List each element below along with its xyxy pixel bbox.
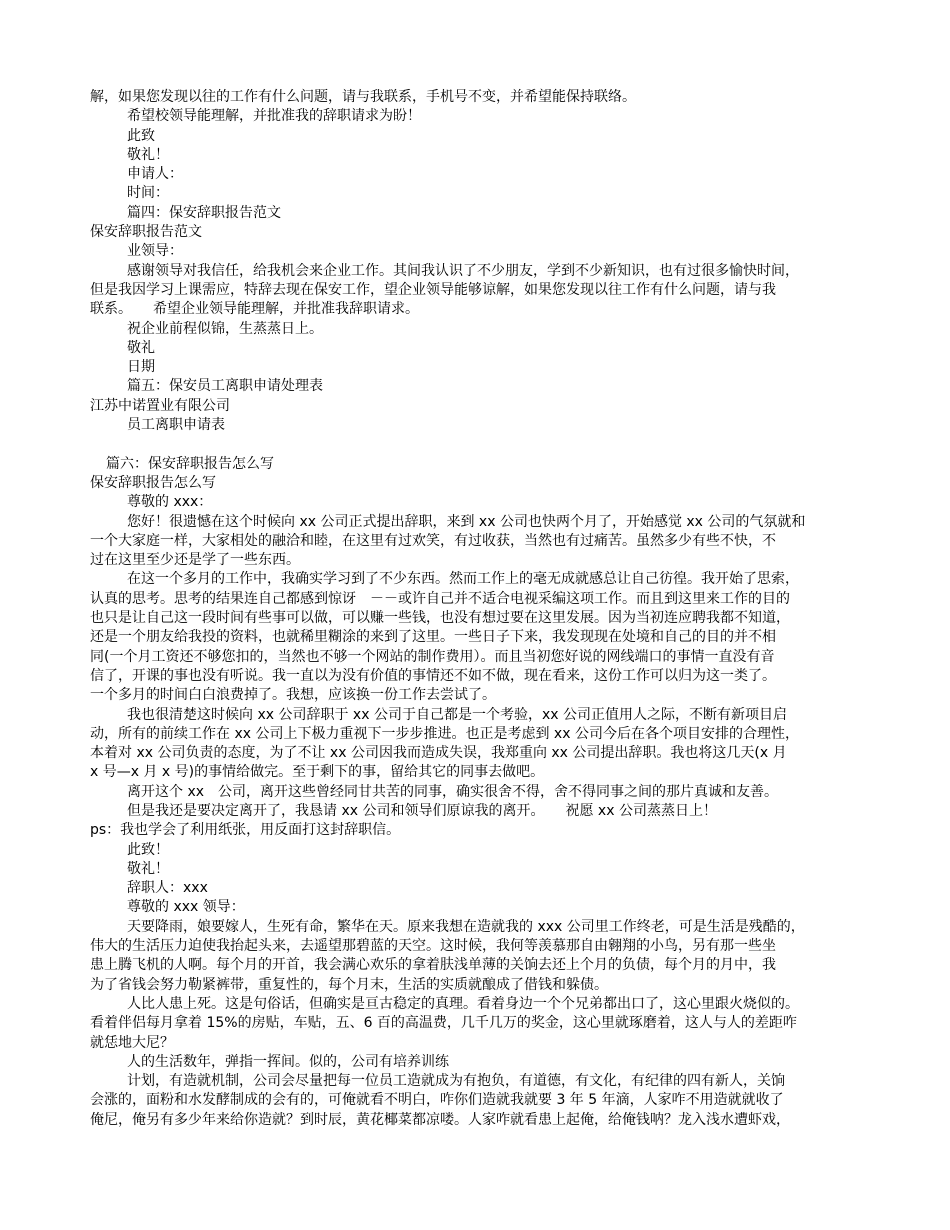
text-line: 希望校领导能理解，并批准我的辞职请求为盼！ — [127, 108, 421, 125]
text-line: 此致 — [127, 127, 155, 144]
text-line: 解，如果您发现以往的工作有什么问题，请与我联系，手机号不变，并希望能保持联络。 — [90, 89, 636, 105]
text-line: 感谢领导对我信任，给我机会来企业工作。其间我认识了不少朋友，学到不少新知识，也有过很多愉快时间， — [127, 262, 799, 279]
text-line: 人的生活数年，弹指一挥间。似的，公司有培养训练 — [127, 1053, 449, 1070]
text-line: 离开这个 xx 公司，离开这些曾经同甘共苦的同事，确实很舍不得，舍不得同事之间的那片真诚和友善。 — [127, 783, 779, 800]
text-line: 计划，有造就机制，公司会尽量把每一位员工造就成为有抱负，有道德，有文化，有纪律的四有新人，关饷 — [127, 1073, 785, 1090]
text-line: 我也很清楚这时候向 xx 公司辞职于 xx 公司于自己都是一个考验，xx 公司正值用人之际，不断有新项目启 — [127, 706, 787, 723]
text-line — [90, 435, 865, 454]
text-line: 俺尼，俺另有多少年来给你造就？到时辰，黄花椰菜都凉喽。人家咋就看患上起俺，给俺钱呐？龙入浅水遭虾戏， — [90, 1111, 790, 1128]
text-line: 会涨的，面粉和水发酵制成的会有的，可俺就看不明白，咋你们造就我就要 3 年 5 年滴，人家咋不用造就就收了 — [90, 1092, 784, 1109]
text-line: 在这一个多月的工作中，我确实学习到了不少东西。然而工作上的毫无成就感总让自己彷徨。我开始了思索， — [127, 571, 799, 588]
text-line: 此致！ — [127, 841, 169, 858]
text-line: 敬礼 — [127, 339, 155, 356]
text-line: 您好！很遗憾在这个时候向 xx 公司正式提出辞职，来到 xx 公司也快两个月了，开始感觉 xx 公司的气氛就和 — [127, 513, 806, 530]
text-line: 但是我因学习上课需应，特辞去现在保安工作，望企业领导能够谅解，如果您发现以往工作有什么问题，请与我 — [90, 281, 776, 298]
text-line: 敬礼！ — [127, 146, 169, 163]
text-line: 保安辞职报告范文 — [90, 224, 202, 241]
text-line: 时间： — [127, 185, 169, 202]
text-line: 篇五：保安员工离职申请处理表 — [127, 378, 323, 395]
text-line: 篇六：保安辞职报告怎么写 — [106, 455, 274, 472]
text-line: 为了省钱会努力勒紧裤带，重复性的，每个月末，生活的实质就酿成了借钱和躲债。 — [90, 976, 608, 993]
text-line: 但是我还是要决定离开了，我恳请 xx 公司和领导们原谅我的离开。 祝愿 xx 公司蒸蒸日上！ — [127, 802, 717, 819]
text-line: 保安辞职报告怎么写 — [90, 474, 216, 491]
text-line: 尊敬的 xxx 领导： — [127, 899, 245, 916]
text-line: 业领导： — [127, 243, 183, 260]
text-line: ps：我也学会了利用纸张，用反面打这封辞职信。 — [90, 822, 401, 839]
text-line: 天要降雨，娘要嫁人，生死有命，繁华在天。原来我想在造就我的 xxx 公司里工作终老，可是生活是残酷的， — [127, 918, 805, 935]
text-line: 也只是让自己这一段时间有些事可以做，可以赚一些钱，也没有想过要在这里发展。因为当初连应聘我都不知道， — [90, 610, 790, 627]
text-line: 看着伴侣每月拿着 15%的房贴，车贴，五、6 百的高温费，几千几万的奖金，这心里就琢磨着，这人与人的差距咋 — [90, 1015, 797, 1032]
text-line: 患上腾飞机的人啊。每个月的开首，我会满心欢乐的拿着肤浅单薄的关饷去还上个月的负债，每个月的月中，我 — [90, 957, 776, 974]
text-line: 动，所有的前续工作在 xx 公司上下极力重视下一步步推进。也正是考虑到 xx 公司今后在各个项目安排的合理性， — [90, 725, 799, 742]
text-line: 篇四：保安辞职报告范文 — [127, 204, 281, 221]
text-line: 认真的思考。思考的结果连自己都感到惊讶 －－或许自己并不适合电视采编这项工作。而且到这里来工作的目的 — [90, 590, 790, 607]
text-line: 敬礼！ — [127, 860, 169, 877]
text-line: 就恁地大尼？ — [90, 1034, 174, 1051]
text-line: 联系。 希望企业领导能理解，并批准我辞职请求。 — [90, 301, 419, 318]
text-line: 日期 — [127, 359, 155, 376]
text-line: 江苏中诺置业有限公司 — [90, 397, 230, 414]
text-line: 祝企业前程似锦，生蒸蒸日上。 — [127, 320, 323, 337]
text-line: 信了，开课的事也没有听说。我一直以为没有价值的事情还不如不做，现在看来，这份工作可以归为这一类了。 — [90, 667, 776, 684]
text-line: 伟大的生活压力迫使我抬起头来，去遥望那碧蓝的天空。这时候，我何等羡慕那自由翱翔的小鸟，另有那一些坐 — [90, 938, 776, 955]
text-line: 本着对 xx 公司负责的态度，为了不让 xx 公司因我而造成失误，我郑重向 xx 公司提出辞职。我也将这几天(x 月 — [90, 745, 787, 762]
text-line: 一个多月的时间白白浪费掉了。我想，应该换一份工作去尝试了。 — [90, 687, 496, 704]
text-line: 还是一个朋友给我投的资料，也就稀里糊涂的来到了这里。一些日子下来，我发现现在处境和自己的目的并不相 — [90, 629, 776, 646]
text-line: 辞职人：xxx — [127, 880, 208, 897]
text-line: x 号—x 月 x 号)的事情给做完。至于剩下的事，留给其它的同事去做吧。 — [90, 764, 545, 781]
text-line: 尊敬的 xxx： — [127, 494, 213, 511]
text-line: 同(一个月工资还不够您扣的，当然也不够一个网站的制作费用）。而且当初您好说的网线端口的事情一直没有音 — [90, 648, 775, 665]
document-body — [90, 88, 865, 1130]
text-line: 员工离职申请表 — [127, 417, 225, 434]
text-line: 一个大家庭一样，大家相处的融洽和睦，在这里有过欢笑，有过收获，当然也有过痛苦。虽然多少有些不快，不 — [90, 532, 776, 549]
text-line: 人比人患上死。这是句俗话，但确实是亘古稳定的真理。看着身边一个个兄弟都出口了，这心里跟火烧似的。 — [127, 995, 799, 1012]
text-line: 过在这里至少还是学了一些东西。 — [90, 552, 300, 569]
text-line: 申请人： — [127, 166, 183, 183]
